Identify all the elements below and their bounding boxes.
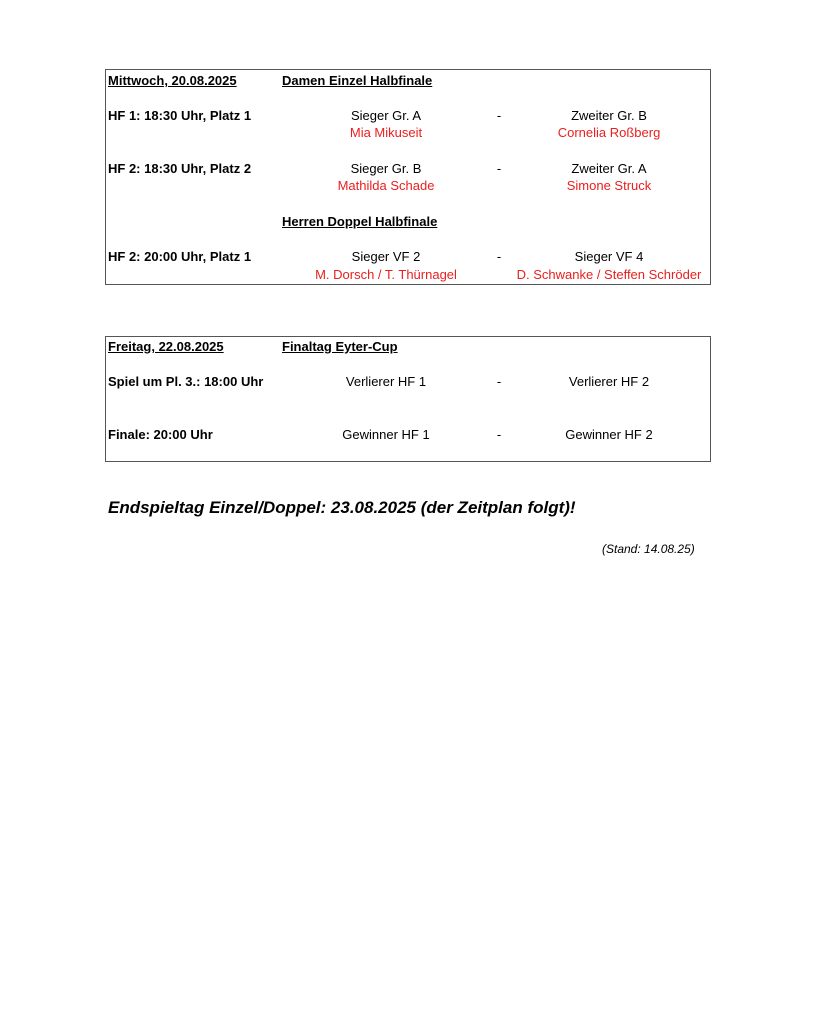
section-title-finaltag: Finaltag Eyter-Cup <box>282 339 398 354</box>
match-time: Spiel um Pl. 3.: 18:00 Uhr <box>108 374 264 389</box>
status-date: (Stand: 14.08.25) <box>602 542 695 556</box>
match-home: Sieger Gr. B <box>350 161 422 176</box>
match-away: Gewinner HF 2 <box>565 427 653 442</box>
match-separator: - <box>496 108 502 123</box>
home-player: Mia Mikuseit <box>349 125 423 140</box>
section-title-damen-einzel: Damen Einzel Halbfinale <box>282 73 433 88</box>
match-away: Verlierer HF 2 <box>568 374 650 389</box>
match-home: Verlierer HF 1 <box>345 374 427 389</box>
schedule-box-friday <box>105 336 711 462</box>
schedule-box-wednesday <box>105 69 711 285</box>
day-date: Mittwoch, 20.08.2025 <box>108 73 237 88</box>
day-date: Freitag, 22.08.2025 <box>108 339 224 354</box>
match-time: HF 2: 18:30 Uhr, Platz 2 <box>108 161 252 176</box>
match-away: Zweiter Gr. B <box>571 108 647 123</box>
match-time: Finale: 20:00 Uhr <box>108 427 213 442</box>
home-player: M. Dorsch / T. Thürnagel <box>315 267 457 282</box>
match-away: Sieger VF 4 <box>574 249 644 264</box>
finals-day-note: Endspieltag Einzel/Doppel: 23.08.2025 (der Zeitplan folgt)! <box>108 498 576 517</box>
match-home: Sieger VF 2 <box>351 249 421 264</box>
match-home: Sieger Gr. A <box>350 108 422 123</box>
match-home: Gewinner HF 1 <box>342 427 430 442</box>
away-player: Simone Struck <box>566 178 652 193</box>
match-time: HF 2: 20:00 Uhr, Platz 1 <box>108 249 252 264</box>
match-separator: - <box>496 249 502 264</box>
match-time: HF 1: 18:30 Uhr, Platz 1 <box>108 108 252 123</box>
match-separator: - <box>496 374 502 389</box>
match-away: Zweiter Gr. A <box>571 161 647 176</box>
away-player: D. Schwanke / Steffen Schröder <box>516 267 702 282</box>
match-separator: - <box>496 161 502 176</box>
match-separator: - <box>496 427 502 442</box>
home-player: Mathilda Schade <box>337 178 435 193</box>
section-title-herren-doppel: Herren Doppel Halbfinale <box>282 214 438 229</box>
away-player: Cornelia Roßberg <box>557 125 661 140</box>
